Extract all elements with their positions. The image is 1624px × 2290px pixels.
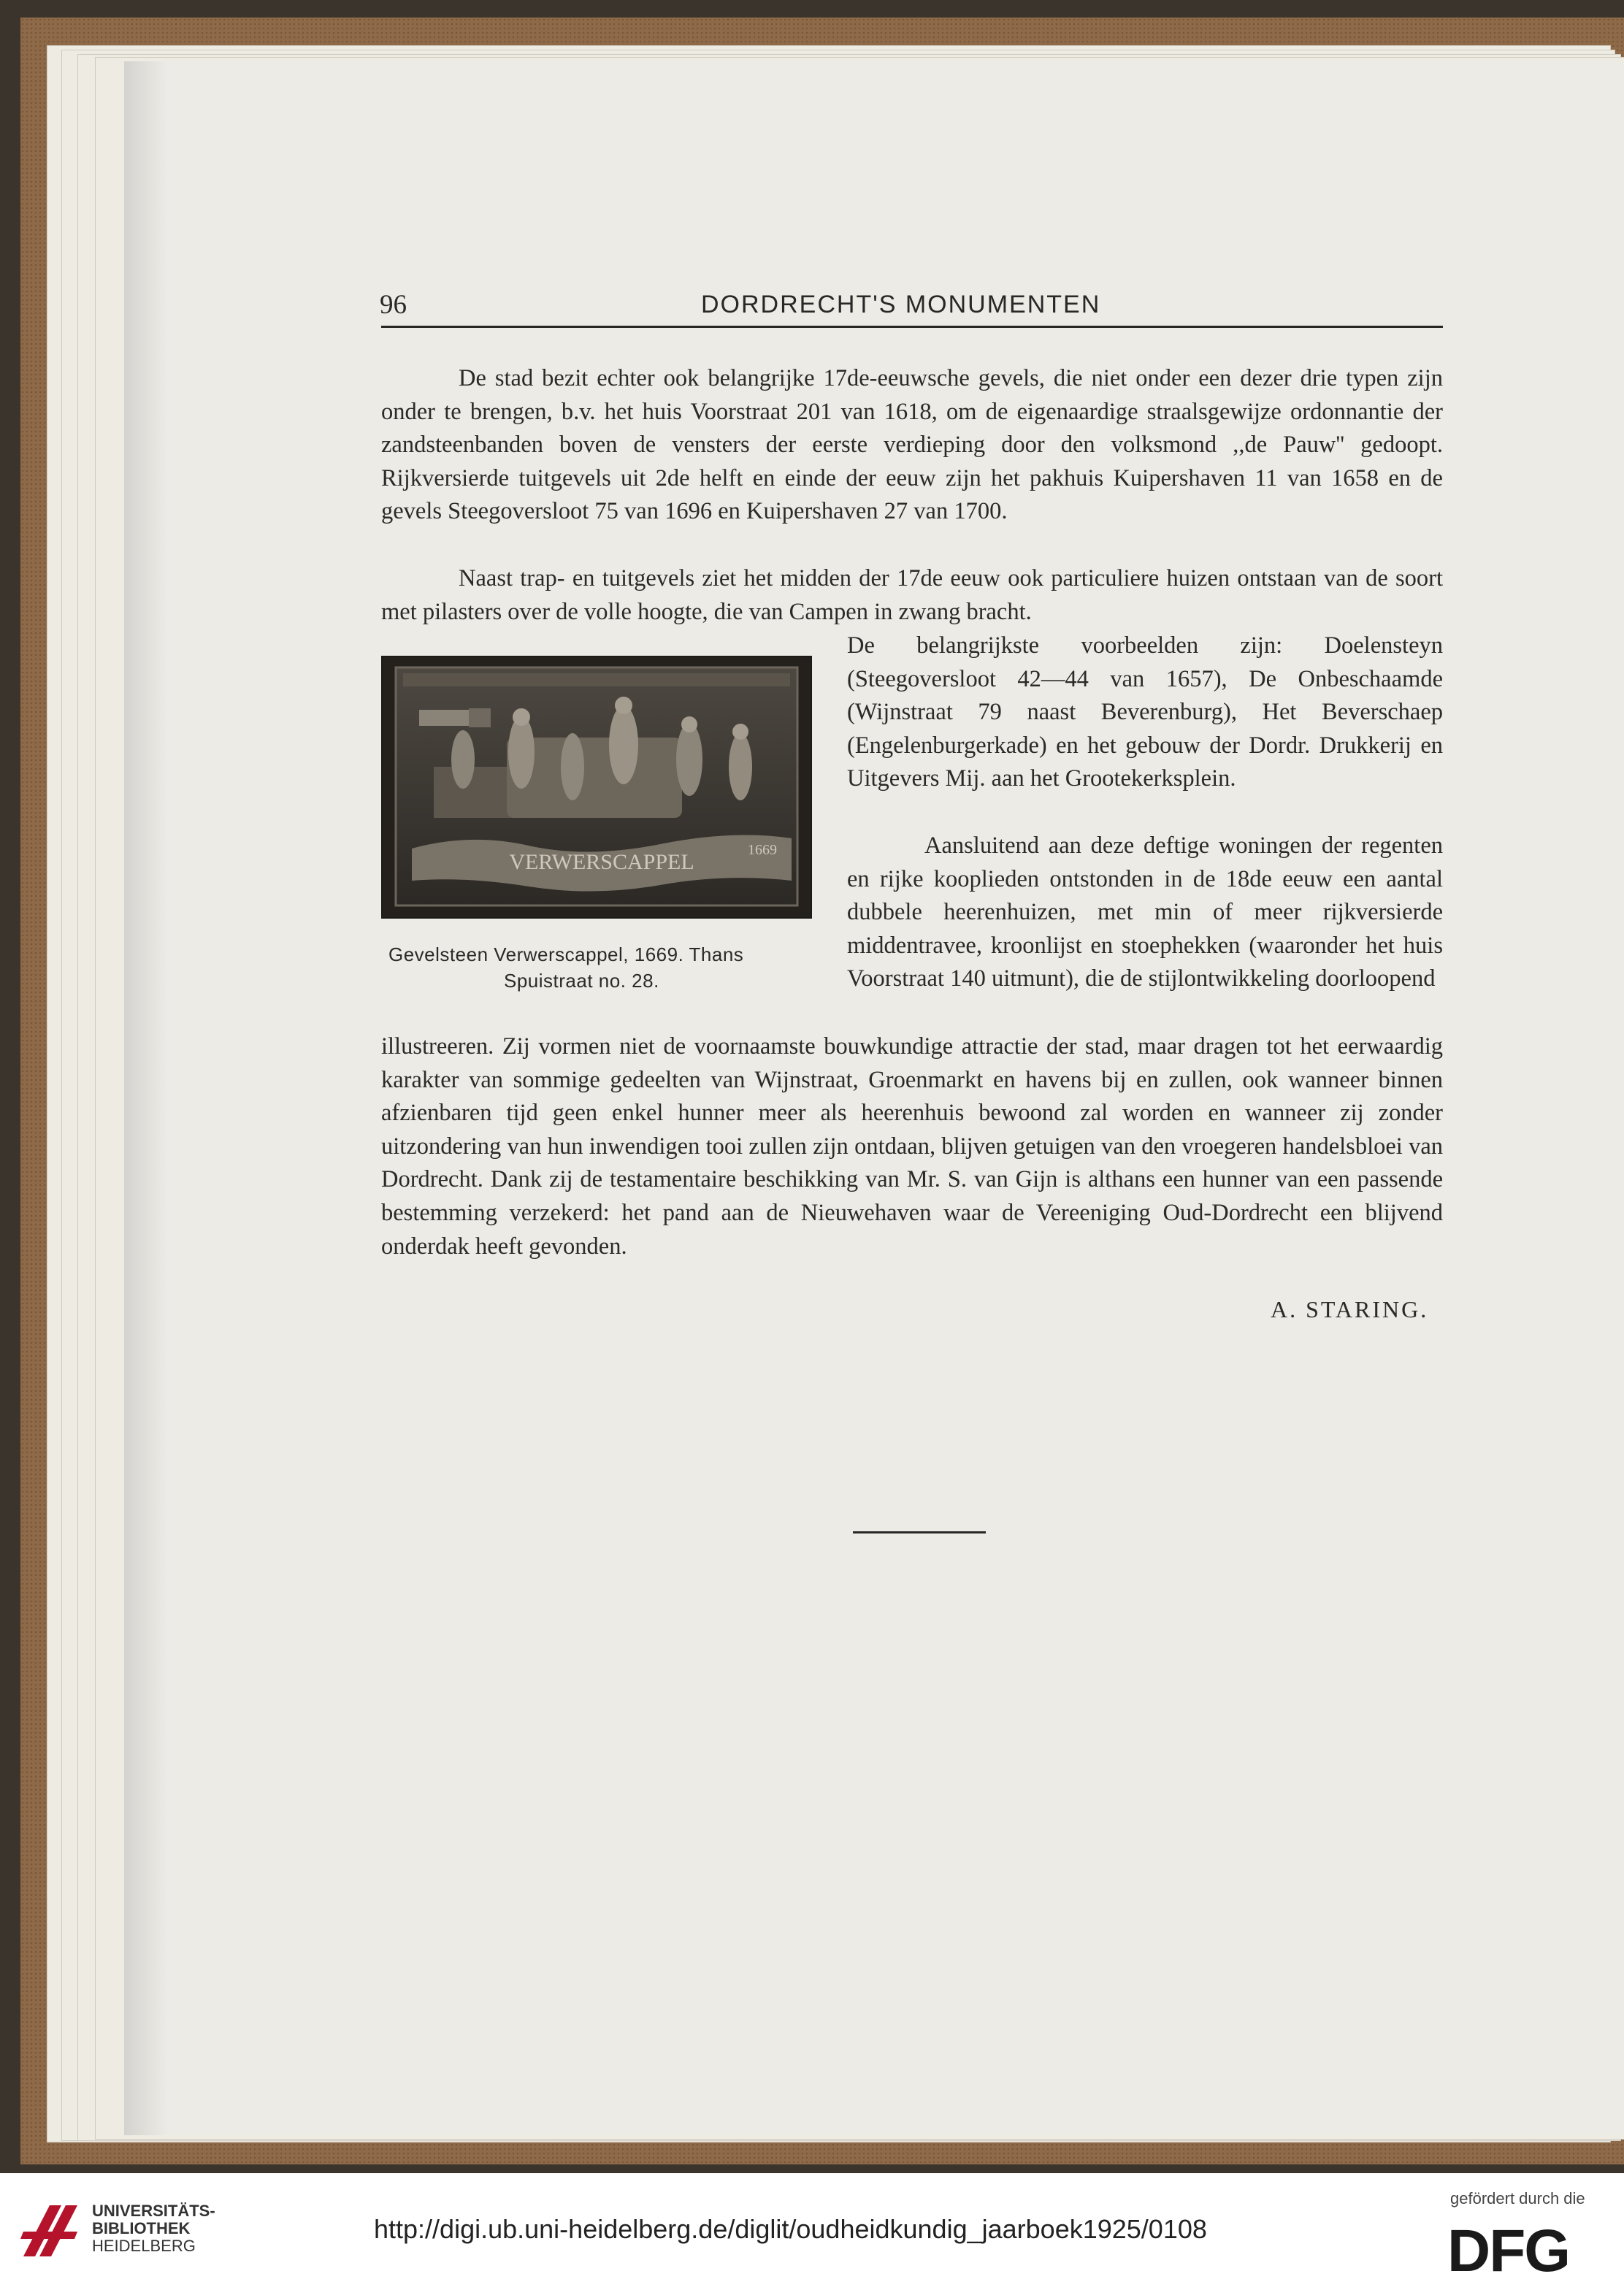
- figure-caption-line-1: Gevelsteen Verwerscappel, 1669. Thans: [388, 943, 744, 965]
- relief-illustration: [383, 657, 811, 917]
- running-title: DORDRECHT'S MONUMENTEN: [701, 291, 1101, 318]
- dfg-logo: DFG: [1447, 2218, 1570, 2284]
- library-name-line-1: UNIVERSITÄTS-: [92, 2202, 215, 2220]
- funding-label: gefördert durch die: [1450, 2189, 1585, 2207]
- library-name-line-2: BIBLIOTHEK: [92, 2219, 191, 2237]
- figure-caption-line-2: Spuistraat no. 28.: [504, 970, 659, 992]
- banner-year: 1669: [748, 842, 777, 858]
- paragraph-2: Naast trap- en tuitgevels ziet het midden der 17de eeuw ook particuliere huizen ontstaan van de soort met pilasters over de volle hoogte, die van Campen in zwang bracht.: [381, 565, 1443, 625]
- gevelsteen-photo: [381, 656, 812, 919]
- paragraph-3: De belangrijkste voorbeelden zijn: Doelensteyn (Steegoversloot 42—44 van 1657), De Onbeschaamde (Wijnstraat 79 naast Beverenburg), Het Beverschaep (Engelenburgerkade) en het gebouw der Dordr. Drukkerij en Uitgevers Mij. aan het Grootekerksplein.: [847, 632, 1443, 792]
- page-gutter-shadow: [124, 61, 168, 2135]
- paragraph-5: illustreeren. Zij vormen niet de voornaamste bouwkundige attractie der stad, maar dragen tot het eerwaardig karakter van sommige gedeelten van Wijnstraat, Groenmarkt en havens bij en zullen, ook wanneer binnen afzienbaren tijd geen enkel hunner meer als heerenhuis bewoond zal worden en wanneer zij zonder uitzondering van hun inwendigen tooi zullen zijn ontdaan, blijven getuigen van den vroegeren handelsbloei van Dordrecht. Dank zij de testamentaire beschikking van Mr. S. van Gijn is althans een hunner van een passende bestemming verzekerd: het pand aan de Nieuwehaven waar de Vereeniging Oud-Dordrecht een blijvend onderdak heeft gevonden.: [381, 1033, 1443, 1260]
- header-rule: [381, 326, 1443, 328]
- closing-rule: [853, 1531, 986, 1533]
- page-number: 96: [380, 290, 407, 320]
- library-name: [92, 2202, 215, 2255]
- footer-bar: [0, 2173, 1624, 2290]
- banner-text: VERWERSCAPPEL: [509, 850, 694, 874]
- source-url-link[interactable]: http://digi.ub.uni-heidelberg.de/diglit/oudheidkundig_jaarboek1925/0108: [374, 2214, 1207, 2244]
- paragraph-1: De stad bezit echter ook belangrijke 17de-eeuwsche gevels, die niet onder een dezer drie typen zijn onder te brengen, b.v. het huis Voorstraat 201 van 1618, om de eigenaardige straalsgewijze ordonnantie der zandsteenbanden boven de vensters der eerste verdieping door den volksmond ,,de Pauw'' gedoopt. Rijkversierde tuitgevels uit 2de helft en einde der eeuw zijn het pakhuis Kuipershaven 11 van 1658 en de gevels Steegoversloot 75 van 1696 en Kuipershaven 27 van 1700.: [381, 365, 1443, 525]
- paragraph-4: Aansluitend aan deze deftige woningen der regenten en rijke kooplieden ontstonden in de 18de eeuw een aantal dubbele heerenhuizen, met min of meer rijkversierde middentravee, kroonlijst en stoephekken (waaronder het huis Voorstraat 140 uitmunt), die de stijlontwikkeling doorloopend: [847, 832, 1443, 992]
- library-logo-icon: [18, 2198, 83, 2264]
- library-name-line-3: HEIDELBERG: [92, 2237, 196, 2255]
- author-signature: A. STARING.: [1271, 1296, 1429, 1322]
